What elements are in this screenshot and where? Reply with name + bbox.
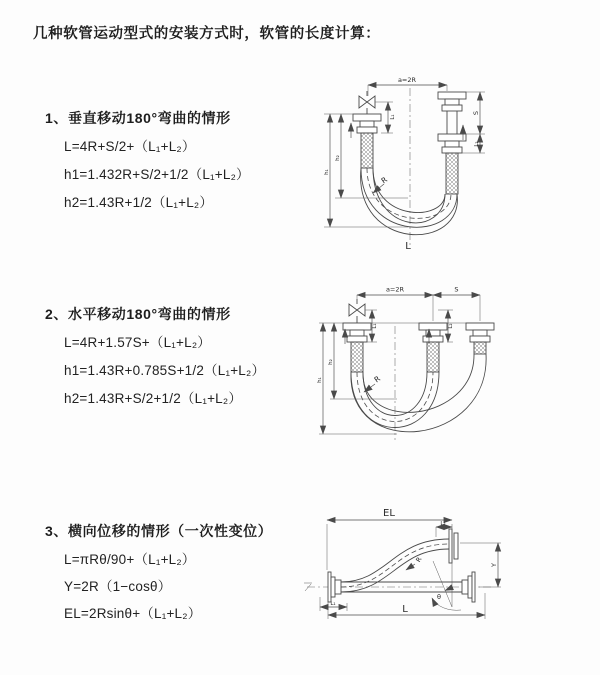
left-flange (328, 572, 341, 602)
right-braided-hose (446, 153, 458, 194)
dimension-lines (319, 295, 480, 434)
radius-leader (406, 564, 415, 570)
section-1-formula-h1: h1=1.432R+S/2+1/2（L₁+L₂） (64, 167, 250, 182)
dim-label-el: EL (383, 508, 395, 519)
page-title: 几种软管运动型式的安装方式时，软管的长度计算： (33, 26, 381, 42)
radius-label: R (379, 174, 389, 186)
diagram-horizontal-180 (305, 278, 600, 458)
s-curve-hose (341, 539, 449, 592)
hose-u-curves (351, 354, 486, 432)
dim-label-h1: h₁ (317, 377, 323, 383)
left-flange (353, 114, 381, 133)
right-braided-hose (474, 342, 486, 354)
section-3-formula-L: L=πRθ/90+（L₁+L₂） (64, 552, 196, 567)
section-2-formula-L: L=4R+1.57S+（L₁+L₂） (64, 335, 211, 350)
section-1-heading: 1、垂直移动180°弯曲的情形 (45, 110, 231, 126)
dim-label-a2r: a=2R (385, 285, 405, 294)
left-braided-hose (361, 133, 373, 168)
right-flanges (438, 92, 466, 153)
diagram-vertical-180 (308, 70, 600, 266)
dim-label-l2: L₂ (474, 141, 480, 147)
dim-label-h1: h₁ (324, 169, 330, 175)
upper-flange (449, 529, 458, 563)
radius-line (433, 561, 452, 607)
valve-icon (359, 91, 375, 114)
dim-label-l2: L₂ (448, 323, 454, 329)
length-label: L (402, 604, 408, 615)
section-3-formula-EL: EL=2Rsinθ+（L₁+L₂） (64, 606, 202, 621)
flanges (343, 323, 494, 342)
section-2-formula-h2: h2=1.43R+S/2+1/2（L₁+L₂） (64, 391, 243, 406)
dim-label-y: Y (490, 563, 498, 567)
dimension-lines (320, 520, 501, 619)
radius-label: R (372, 373, 382, 385)
left-braided-hose (351, 342, 363, 372)
hose-u-curves (361, 168, 458, 235)
length-label: L (405, 241, 411, 252)
dim-label-l1: L₁ (330, 601, 336, 607)
dim-label-l1: L₁ (372, 323, 378, 329)
section-2-formula-h1: h1=1.43R+0.785S+1/2（L₁+L₂） (64, 363, 266, 378)
dim-label-h2: h₂ (335, 155, 341, 161)
dim-label-l2: L₂ (440, 521, 446, 527)
dim-label-a2r: a=2R (397, 76, 417, 84)
section-3-heading: 3、横向位移的情形（一次性变位） (45, 523, 273, 539)
section-1-formula-h2: h2=1.43R+1/2（L₁+L₂） (64, 195, 214, 210)
valve-icon (349, 299, 365, 323)
middle-braided-hose (427, 342, 439, 372)
section-3-formula-Y: Y=2R（1−cosθ） (64, 579, 172, 594)
dim-label-s: S (472, 110, 480, 116)
diagram-lateral-displacement (295, 503, 600, 648)
theta-arc (445, 589, 452, 591)
right-flange (462, 572, 475, 602)
section-1-formula-L: L=4R+S/2+（L₁+L₂） (64, 139, 196, 154)
dim-label-h2: h₂ (328, 359, 334, 365)
dim-label-l1: L₁ (390, 114, 396, 120)
dim-label-s: S (454, 285, 459, 294)
theta-label: θ (437, 593, 441, 601)
radius-label: R (414, 555, 424, 564)
section-2-heading: 2、水平移动180°弯曲的情形 (45, 306, 231, 322)
